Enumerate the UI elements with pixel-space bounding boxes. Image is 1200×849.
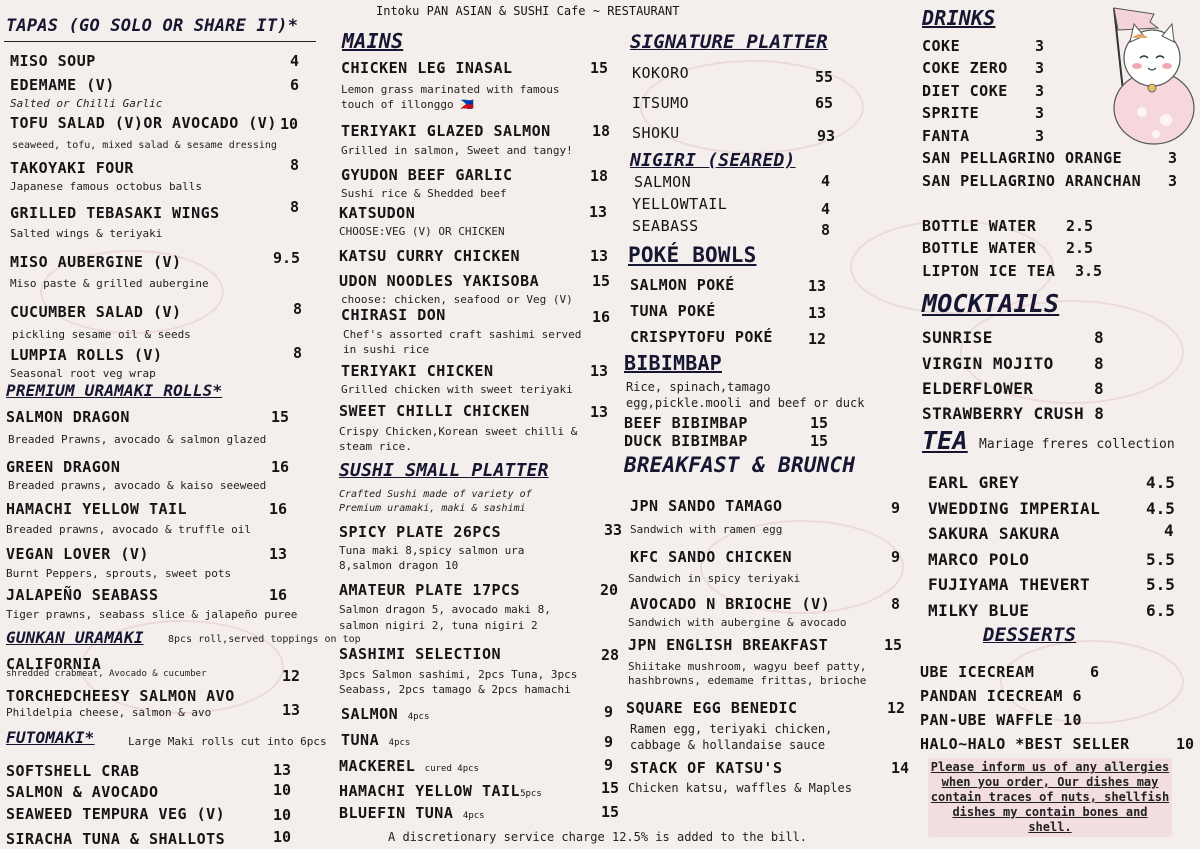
menu-item-name: CUCUMBER SALAD (V) [10, 303, 182, 321]
menu-item-desc: Lemon grass marinated with famous [341, 83, 560, 96]
menu-item-name: COKE [922, 37, 961, 55]
section-premium-uramaki: PREMIUM URAMAKI ROLLS* [6, 381, 223, 400]
menu-item-desc: choose: chicken, seafood or Veg (V) [341, 293, 573, 306]
menu-item-desc: steam rice. [339, 440, 412, 453]
menu-item-desc: Breaded Prawns, avocado & salmon glazed [8, 433, 267, 446]
menu-item-desc: pickling sesame oil & seeds [12, 328, 191, 341]
menu-item-desc: cabbage & hollandaise sauce [630, 738, 826, 752]
menu-item-price: 93 [817, 127, 836, 145]
menu-item-price: 13 [590, 247, 609, 265]
menu-item-name: SALMON & AVOCADO [6, 783, 159, 801]
section-nigiri: NIGIRI (SEARED) [630, 150, 796, 171]
menu-item-name: KFC SANDO CHICKEN [630, 548, 793, 566]
section-sushi-platter: SUSHI SMALL PLATTER [339, 460, 549, 481]
menu-item-price: 13 [269, 545, 288, 563]
menu-item-price: 18 [590, 167, 609, 185]
menu-item-name: HALO~HALO *BEST SELLER [920, 735, 1130, 753]
menu-item-name: LUMPIA ROLLS (V) [10, 346, 163, 364]
menu-item-price: 15 [271, 408, 290, 426]
menu-item-desc: Phildelpia cheese, salmon & avo [6, 706, 212, 719]
menu-item-name: YELLOWTAIL [632, 195, 728, 213]
menu-item-name: MILKY BLUE [928, 601, 1030, 620]
menu-item-desc: CHOOSE:VEG (V) OR CHICKEN [339, 225, 505, 238]
menu-item-price: 3 [1035, 59, 1045, 77]
menu-item-name: SOFTSHELL CRAB [6, 762, 140, 780]
menu-item-name: MARCO POLO [928, 550, 1030, 569]
menu-item-price: 5.5 [1146, 575, 1175, 594]
section-tapas: TAPAS (GO SOLO OR SHARE IT)* [6, 16, 299, 36]
menu-item-desc: Salmon dragon 5, avocado maki 8, [339, 603, 551, 616]
tapas-divider [4, 41, 316, 42]
menu-item-price: 3.5 [1075, 262, 1103, 280]
menu-item-name: SALMON [634, 173, 692, 191]
menu-item-price: 8 [293, 344, 303, 362]
menu-item-name: GRILLED TEBASAKI WINGS [10, 204, 220, 222]
menu-item-name: KATSUDON [339, 204, 416, 222]
menu-item-price: 13 [590, 362, 609, 380]
menu-item-name: SHOKU [632, 124, 680, 142]
menu-item-name: SIRACHA TUNA & SHALLOTS [6, 830, 226, 848]
menu-item-name: MACKEREL cured 4pcs [339, 757, 479, 775]
menu-item-price: 9.5 [273, 249, 301, 267]
menu-item-name: EARL GREY [928, 473, 1020, 492]
section-mains: MAINS [342, 29, 404, 53]
menu-item-name: SAN PELLAGRINO ORANGE [922, 149, 1123, 167]
lucky-cat-illustration [1092, 0, 1200, 150]
menu-item-price: 13 [808, 277, 827, 295]
menu-item-price: 3 [1035, 104, 1045, 122]
menu-item-price: 28 [601, 646, 620, 664]
menu-item-name: HAMACHI YELLOW TAIL [6, 500, 188, 518]
menu-item-name: SAN PELLAGRINO ARANCHAN [922, 172, 1142, 190]
menu-item-desc: Crispy Chicken,Korean sweet chilli & [339, 425, 578, 438]
section-futomaki: FUTOMAKI* [6, 728, 95, 747]
menu-item-price: 6.5 [1146, 601, 1175, 620]
menu-item-name: KATSU CURRY CHICKEN [339, 247, 521, 265]
menu-item-name: TUNA POKÉ [630, 302, 716, 320]
menu-item-name: TOFU SALAD (V)OR AVOCADO (V) [10, 114, 277, 132]
menu-item-price: 15 [601, 803, 620, 821]
menu-item-name: STACK OF KATSU'S [630, 759, 783, 777]
menu-item-price: 9 [891, 548, 901, 566]
section-subtitle: 8pcs roll,served toppings on top [168, 634, 361, 645]
menu-item-name: EDEMAME (V) [10, 76, 115, 94]
menu-item-name: MISO SOUP [10, 52, 96, 70]
menu-item-price: 12 [808, 330, 827, 348]
menu-item-price: 3 [1035, 127, 1045, 145]
menu-item-price: 9 [604, 756, 614, 774]
menu-item-name: HAMACHI YELLOW TAIL5pcs [339, 782, 542, 800]
menu-item-name: SWEET CHILLI CHICKEN [339, 402, 530, 420]
menu-item-desc: Salted wings & teriyaki [10, 227, 163, 240]
section-desc: Premium uramaki, maki & sashimi [339, 503, 526, 514]
menu-item-name: ELDERFLOWER [922, 379, 1034, 398]
menu-item-name: VWEDDING IMPERIAL [928, 499, 1101, 518]
menu-item-name: KOKORO [632, 64, 690, 82]
menu-item-price: 8 [290, 156, 300, 174]
menu-item-name: TORCHEDCHEESY SALMON AVO [6, 687, 235, 705]
menu-item-price: 4 [821, 200, 831, 218]
menu-item-price: 4 [290, 52, 300, 70]
menu-item-name: FUJIYAMA THEVERT [928, 575, 1091, 594]
menu-item-price: 4 [1164, 521, 1174, 540]
menu-item-price: 16 [269, 500, 288, 518]
menu-item-price: 13 [589, 203, 608, 221]
allergy-notice: Please inform us of any allergies when you order, Our dishes may contain traces of nuts, shellfish dishes my contain bones and shell. [928, 758, 1172, 837]
menu-item-price: 8 [821, 221, 831, 239]
menu-item-desc: Sushi rice & Shedded beef [341, 187, 507, 200]
menu-item-name: BOTTLE WATER [922, 217, 1037, 235]
menu-item-price: 13 [808, 304, 827, 322]
menu-item-name: DUCK BIBIMBAP [624, 432, 748, 450]
menu-item-name: SAKURA SAKURA [928, 524, 1060, 543]
menu-item-name: TERIYAKI GLAZED SALMON [341, 122, 551, 140]
menu-item-name: SQUARE EGG BENEDIC [626, 699, 798, 717]
menu-item-desc: Chef's assorted craft sashimi served [343, 328, 582, 341]
menu-item-desc: Sandwich in spicy teriyaki [628, 572, 801, 585]
menu-item-price: 33 [604, 521, 623, 539]
menu-item-desc: 3pcs Salmon sashimi, 2pcs Tuna, 3pcs [339, 668, 578, 681]
menu-item-desc: Grilled chicken with sweet teriyaki [341, 383, 573, 396]
menu-item-name: FANTA [922, 127, 970, 145]
menu-item-desc: Sandwich with aubergine & avocado [628, 616, 847, 629]
menu-item-name: SPICY PLATE 26PCS [339, 523, 502, 541]
menu-item-name: LIPTON ICE TEA [922, 262, 1056, 280]
section-mocktails: MOCKTAILS [922, 289, 1060, 318]
menu-item-desc: Seabass, 2pcs tamago & 2pcs hamachi [339, 683, 571, 696]
restaurant-header: Intoku PAN ASIAN & SUSHI Cafe ~ RESTAURANT [376, 4, 680, 18]
menu-item-desc: Shiitake mushroom, wagyu beef patty, [628, 660, 867, 673]
menu-item-price: 20 [600, 581, 619, 599]
menu-item-desc: Salted or Chilli Garlic [10, 97, 163, 110]
menu-item-name: CHIRASI DON [341, 306, 446, 324]
menu-item-price: 8 [1094, 354, 1104, 373]
menu-item-name: TERIYAKI CHICKEN [341, 362, 494, 380]
menu-item-desc: shredded crabmeat, Avocado & cucumber [6, 669, 207, 679]
menu-item-name: COKE ZERO [922, 59, 1008, 77]
menu-item-price: 15 [884, 636, 903, 654]
menu-item-desc: Sandwich with ramen egg [630, 523, 783, 536]
menu-item-name: STRAWBERRY CRUSH 8 [922, 404, 1105, 423]
menu-item-name: BLUEFIN TUNA 4pcs [339, 804, 485, 822]
menu-item-desc: touch of illonggo 🇵🇭 [341, 98, 474, 111]
menu-item-price: 55 [815, 68, 834, 86]
menu-item-name: PAN-UBE WAFFLE 10 [920, 711, 1083, 729]
menu-item-price: 12 [282, 667, 301, 685]
menu-item-price: 15 [810, 432, 829, 450]
menu-item-name: UDON NOODLES YAKISOBA [339, 272, 540, 290]
menu-item-price: 9 [604, 733, 614, 751]
menu-item-name: VEGAN LOVER (V) [6, 545, 149, 563]
menu-item-desc: hashbrowns, edemame frittas, brioche [628, 674, 867, 687]
menu-item-desc: Breaded prawns, avocado & truffle oil [6, 523, 252, 536]
section-breakfast: BREAKFAST & BRUNCH [624, 453, 856, 477]
menu-item-desc: Seasonal root veg wrap [10, 367, 156, 380]
menu-item-price: 18 [592, 122, 611, 140]
menu-item-price: 4.5 [1146, 499, 1175, 518]
section-desc: egg,pickle.mooli and beef or duck [626, 396, 865, 410]
menu-item-desc: Breaded prawns, avocado & kaiso seeweed [8, 479, 267, 492]
menu-item-name: VIRGIN MOJITO [922, 354, 1054, 373]
menu-item-name: JPN SANDO TAMAGO [630, 497, 783, 515]
menu-item-price: 12 [887, 699, 906, 717]
menu-item-name: SUNRISE [922, 328, 993, 347]
menu-item-price: 3 [1035, 37, 1045, 55]
menu-item-price: 8 [1094, 328, 1104, 347]
menu-item-price: 10 [280, 115, 299, 133]
section-signature-platter: SIGNATURE PLATTER [630, 31, 828, 53]
menu-item-price: 10 [273, 781, 292, 799]
menu-item-price: 13 [282, 701, 301, 719]
menu-item-price: 13 [590, 403, 609, 421]
menu-item-name: SPRITE [922, 104, 980, 122]
menu-item-price: 8 [290, 198, 300, 216]
menu-item-name: AMATEUR PLATE 17PCS [339, 581, 521, 599]
menu-item-price: 15 [592, 272, 611, 290]
menu-item-name: JPN ENGLISH BREAKFAST [628, 636, 829, 654]
section-subtitle: Mariage freres collection [979, 437, 1175, 452]
menu-item-price: 5.5 [1146, 550, 1175, 569]
menu-item-name: CRISPYTOFU POKÉ [630, 328, 773, 346]
menu-item-desc: seaweed, tofu, mixed salad & sesame dressing [12, 140, 277, 151]
menu-item-name: PANDAN ICECREAM 6 [920, 687, 1083, 705]
menu-item-name: GREEN DRAGON [6, 458, 121, 476]
menu-item-desc: Tiger prawns, seabass slice & jalapeño puree [6, 608, 298, 621]
menu-item-desc: Burnt Peppers, sprouts, sweet pots [6, 567, 232, 580]
menu-item-desc: Grilled in salmon, Sweet and tangy! [341, 144, 573, 157]
menu-item-price: 2.5 [1066, 239, 1094, 257]
menu-item-price: 3 [1168, 149, 1178, 167]
menu-item-price: 6 [1090, 663, 1100, 681]
menu-item-price: 2.5 [1066, 217, 1094, 235]
menu-item-name: ITSUMO [632, 94, 690, 112]
menu-item-name: SEABASS [632, 217, 699, 235]
menu-item-name: SALMON POKÉ [630, 276, 735, 294]
menu-item-price: 10 [1176, 735, 1195, 753]
section-desc: Rice, spinach,tamago [626, 380, 771, 394]
menu-item-desc: Japanese famous octobus balls [10, 180, 203, 193]
menu-item-price: 16 [269, 586, 288, 604]
menu-item-name: MISO AUBERGINE (V) [10, 253, 182, 271]
menu-item-desc: Chicken katsu, waffles & Maples [628, 781, 852, 795]
section-desc: Crafted Sushi made of variety of [339, 489, 532, 500]
menu-item-name: JALAPEÑO SEABASS [6, 586, 159, 604]
menu-item-price: 4.5 [1146, 473, 1175, 492]
menu-item-name: TUNA 4pcs [341, 731, 411, 749]
menu-item-price: 15 [601, 779, 620, 797]
menu-item-price: 16 [592, 308, 611, 326]
menu-item-desc: 8,salmon dragon 10 [339, 559, 459, 572]
menu-item-price: 9 [604, 703, 614, 721]
menu-item-desc: salmon nigiri 2, tuna nigiri 2 [339, 619, 538, 632]
menu-item-price: 65 [815, 94, 834, 112]
menu-item-price: 16 [271, 458, 290, 476]
menu-item-desc: Tuna maki 8,spicy salmon ura [339, 544, 525, 557]
menu-item-price: 4 [821, 172, 831, 190]
menu-item-name: SEAWEED TEMPURA VEG (V) [6, 805, 226, 823]
section-bibimbap: BIBIMBAP [624, 351, 722, 375]
menu-item-price: 15 [590, 59, 609, 77]
menu-item-price: 3 [1035, 82, 1045, 100]
menu-item-name: AVOCADO N BRIOCHE (V) [630, 595, 831, 613]
section-poke-bowls: POKÉ BOWLS [628, 243, 757, 267]
menu-item-desc: in sushi rice [343, 343, 430, 356]
menu-item-name: SALMON 4pcs [341, 705, 430, 723]
menu-item-price: 6 [290, 76, 300, 94]
menu-item-price: 3 [1168, 172, 1178, 190]
section-gunkan: GUNKAN URAMAKI [6, 628, 144, 647]
section-tea: TEA [922, 426, 968, 455]
menu-item-price: 13 [273, 761, 292, 779]
menu-item-name: GYUDON BEEF GARLIC [341, 166, 513, 184]
menu-item-price: 8 [293, 300, 303, 318]
menu-item-price: 8 [1094, 379, 1104, 398]
menu-item-name: CALIFORNIA [6, 655, 102, 673]
menu-item-price: 15 [810, 414, 829, 432]
menu-item-name: BEEF BIBIMBAP [624, 414, 748, 432]
menu-item-name: TAKOYAKI FOUR [10, 159, 134, 177]
menu-item-name: SALMON DRAGON [6, 408, 130, 426]
menu-item-name: DIET COKE [922, 82, 1008, 100]
menu-item-price: 9 [891, 499, 901, 517]
menu-item-price: 10 [273, 828, 292, 846]
menu-item-name: BOTTLE WATER [922, 239, 1037, 257]
menu-item-desc: Ramen egg, teriyaki chicken, [630, 722, 833, 736]
menu-item-name: UBE ICECREAM [920, 663, 1035, 681]
menu-item-name: SASHIMI SELECTION [339, 645, 502, 663]
section-subtitle: Large Maki rolls cut into 6pcs [128, 735, 327, 748]
menu-item-price: 14 [891, 759, 910, 777]
section-drinks: DRINKS [922, 6, 996, 30]
section-desserts: DESSERTS [983, 624, 1077, 646]
menu-item-desc: Miso paste & grilled aubergine [10, 277, 209, 290]
service-charge-note: A discretionary service charge 12.5% is added to the bill. [388, 830, 808, 844]
menu-item-name: CHICKEN LEG INASAL [341, 59, 513, 77]
menu-item-price: 10 [273, 806, 292, 824]
menu-item-price: 8 [891, 595, 901, 613]
